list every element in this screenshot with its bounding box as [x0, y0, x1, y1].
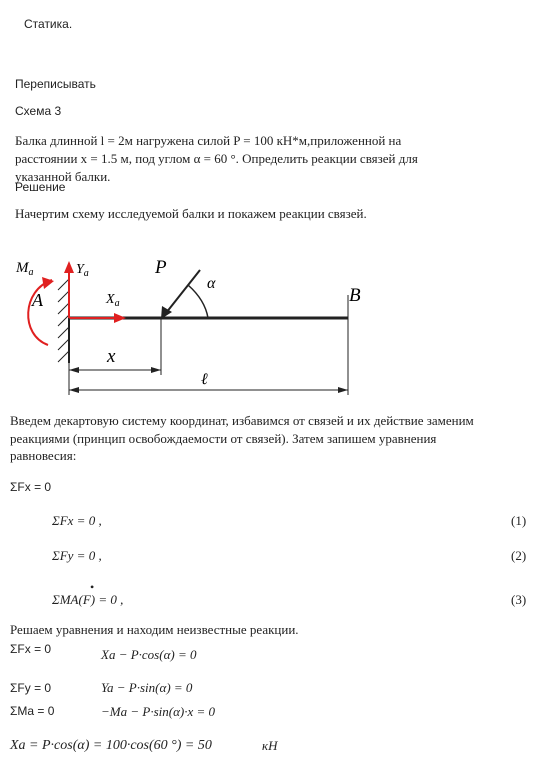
- beam-diagram: [0, 245, 380, 405]
- equation-3: ΣMA(F) = 0 ,: [52, 592, 124, 607]
- problem-line-2: расстоянии x = 1.5 м, под углом α = 60 °. Определить реакции связей для: [15, 151, 418, 166]
- equation-1-number: (1): [511, 513, 527, 528]
- explanation-line-1: Введем декартовую систему координат, избавимся от связей и их действие заменим: [10, 413, 474, 428]
- result-expression: Xa = P·cos(α) = 100·cos(60 °) = 50: [10, 738, 212, 753]
- system-right-2: Ya − P·sin(α) = 0: [101, 680, 193, 695]
- label-alpha: α: [207, 275, 216, 292]
- system-left-3: ΣMa = 0: [10, 704, 55, 718]
- label-a: A: [32, 290, 43, 310]
- system-right-1: Xa − P·cos(α) = 0: [101, 647, 197, 662]
- wall-hatch: [58, 279, 69, 362]
- sumfx-heading: ΣFx = 0: [10, 480, 52, 494]
- result-unit: кН: [262, 738, 278, 753]
- xa-arrowhead: [114, 313, 126, 323]
- label-ya: $Y_a$: [76, 262, 89, 279]
- solve-text: Решаем уравнения и находим неизвестные реакции.: [10, 622, 299, 637]
- label-p: P: [155, 257, 167, 278]
- page-title: Статика.: [24, 17, 73, 31]
- label-xa: $X_a$: [106, 292, 120, 309]
- solution-heading: Решение: [15, 180, 66, 194]
- ya-arrowhead: [64, 261, 74, 273]
- ma-arrowhead: [42, 277, 54, 289]
- system-left-1: ΣFx = 0: [10, 642, 52, 656]
- intro-text: Начертим схему исследуемой балки и покажем реакции связей.: [15, 206, 367, 221]
- alpha-arc: [188, 285, 208, 318]
- explanation-line-3: равновесия:: [10, 448, 77, 463]
- system-right-3: −Ma − P·sin(α)·x = 0: [101, 704, 216, 719]
- label-ma: $M_a$: [16, 260, 34, 278]
- equation-2: ΣFy = 0 ,: [52, 548, 102, 563]
- label-l: ℓ: [201, 371, 208, 388]
- problem-line-3: указанной балки.: [15, 169, 111, 184]
- note-text: Переписывать: [15, 77, 96, 91]
- system-left-2: ΣFy = 0: [10, 681, 52, 695]
- equation-1: ΣFx = 0 ,: [52, 513, 102, 528]
- explanation-line-2: реакциями (принцип освобождаемости от связей). Затем запишем уравнения: [10, 431, 437, 446]
- vector-dot: •: [90, 580, 95, 594]
- equation-2-number: (2): [511, 548, 527, 563]
- equation-3-number: (3): [511, 592, 527, 607]
- label-x: x: [107, 346, 116, 367]
- problem-line-1: Балка длинной l = 2м нагружена силой P = 100 кН*м,приложенной на: [15, 133, 402, 148]
- scheme-label: Схема 3: [15, 104, 62, 118]
- label-b: B: [349, 285, 361, 306]
